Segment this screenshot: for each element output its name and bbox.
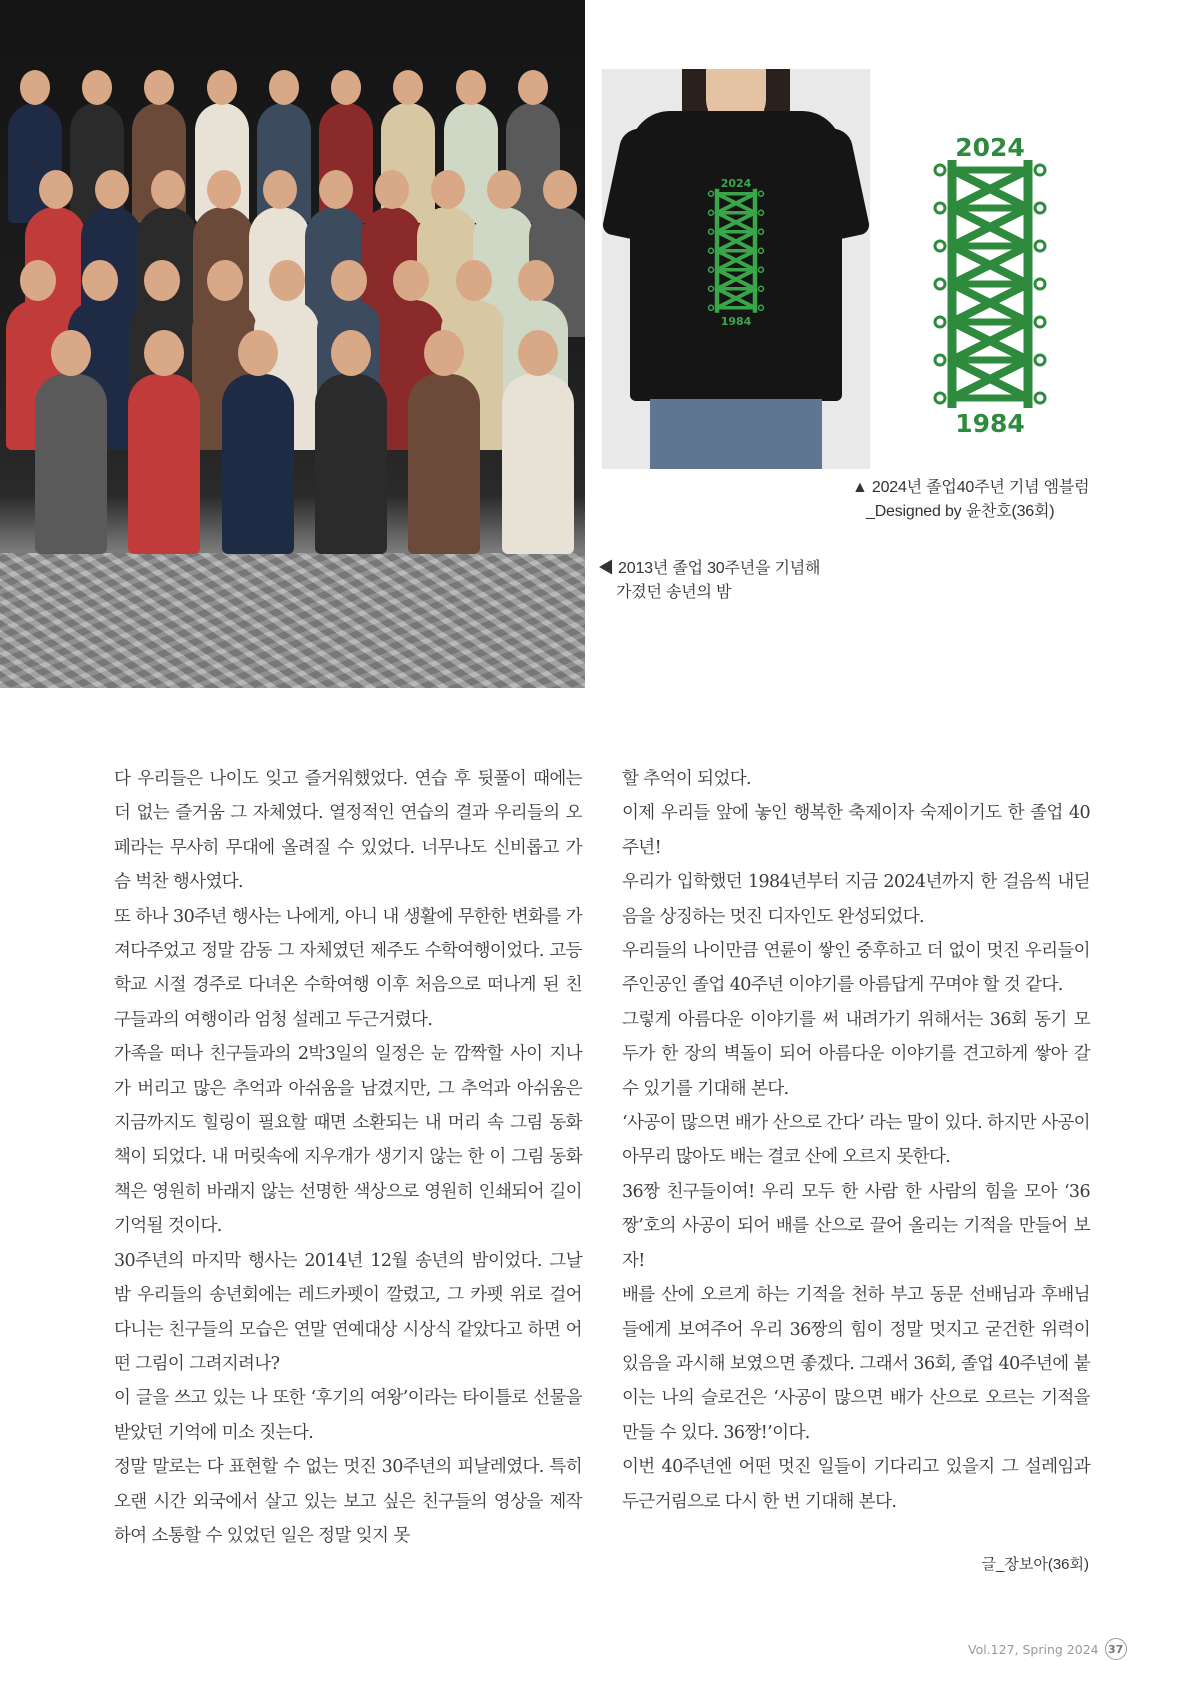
- emblem-caption-line1: ▲ 2024년 졸업40주년 기념 엠블럼: [852, 479, 1090, 496]
- emblem-caption-line2: _Designed by 윤찬호(36회): [866, 503, 1055, 520]
- tshirt-emblem-print: [706, 161, 766, 339]
- left-column: [114, 762, 582, 1553]
- paragraph: 이제 우리들 앞에 놓인 행복한 축제이자 숙제이기도 한 졸업 40주년!: [622, 803, 1090, 858]
- paragraph: 이번 40주년엔 어떤 멋진 일들이 기다리고 있을지 그 설레임과 두근거림으로 다시 한 번 기대해 본다.: [622, 1457, 1090, 1512]
- head: [95, 170, 129, 209]
- head: [518, 260, 554, 301]
- head: [144, 70, 174, 105]
- jeans: [650, 399, 822, 469]
- paragraph: 가족을 떠나 친구들과의 2박3일의 일정은 눈 깜짝할 사이 지나가 버리고 많은 추억과 아쉬움을 남겼지만, 그 추억과 아쉬움은 지금까지도 힐링이 필요할 때면 소환되는 내 머리 속 그림 동화책이 되었다. 내 머릿속에 지우개가 생기지 않는 한 이 그림 동화책은 영원히 바래지 않는 선명한 색상으로 영원히 인쇄되어 길이 기억될 것이다.: [114, 1044, 582, 1237]
- photo-caption-line2: 가졌던 송년의 밤: [616, 584, 732, 601]
- head: [331, 70, 361, 105]
- emblem-year-bottom: 1984: [955, 409, 1025, 435]
- head: [518, 70, 548, 105]
- page-footer: [968, 1637, 1127, 1661]
- page-number: 37: [1105, 1638, 1127, 1660]
- head: [269, 260, 305, 301]
- head: [207, 170, 241, 209]
- head: [20, 70, 50, 105]
- paragraph: 그렇게 아름다운 이야기를 써 내려가기 위해서는 36회 동기 모두가 한 장의 벽돌이 되어 아름다운 이야기를 견고하게 쌓아 갈 수 있기를 기대해 본다.: [622, 1009, 1090, 1099]
- torso: [502, 374, 574, 554]
- torso: [315, 374, 387, 554]
- paragraph: ‘사공이 많으면 배가 산으로 간다’ 라는 말이 있다. 하지만 사공이 아무리 많아도 배는 결코 산에 오르지 못한다.: [622, 1113, 1090, 1168]
- anniversary-emblem: [930, 130, 1050, 435]
- group-photo: [0, 0, 585, 688]
- patterned-floor: [0, 553, 585, 688]
- torso: [128, 374, 200, 554]
- paragraph: 정말 말로는 다 표현할 수 없는 멋진 30주년의 피날레였다. 특히 오랜 시간 외국에서 살고 있는 보고 싶은 친구들의 영상을 제작하여 소통할 수 있었던 일은 정말 잊지 못: [114, 1457, 582, 1546]
- head: [431, 170, 465, 209]
- head: [151, 170, 185, 209]
- head: [456, 260, 492, 301]
- head: [263, 170, 297, 209]
- head: [331, 330, 371, 376]
- head: [543, 170, 577, 209]
- photo-caption-line1: ◀ 2013년 졸업 30주년을 기념해: [598, 560, 821, 577]
- torso: [222, 374, 294, 554]
- right-column: [622, 762, 1090, 1519]
- head: [456, 70, 486, 105]
- paragraph: 이 글을 쓰고 있는 나 또한 ‘후기의 여왕’이라는 타이틀로 선물을 받았던 기억에 미소 짓는다.: [114, 1388, 582, 1443]
- head: [20, 260, 56, 301]
- head: [269, 70, 299, 105]
- head: [487, 170, 521, 209]
- svg-text:2024: 2024: [720, 176, 752, 190]
- emblem-caption: [852, 476, 1089, 524]
- head: [207, 70, 237, 105]
- photo-caption: [598, 557, 820, 605]
- head: [51, 330, 91, 376]
- paragraph: 다 우리들은 나이도 잊고 즐거워했었다. 연습 후 뒷풀이 때에는 더 없는 즐거움 그 자체였다. 열정적인 연습의 결과 우리들의 오페라는 무사히 무대에 올려질 수 있었다. 너무나도 신비롭고 가슴 벅찬 행사였다.: [114, 769, 582, 893]
- paragraph: 30주년의 마지막 행사는 2014년 12월 송년의 밤이었다. 그날 밤 우리들의 송년회에는 레드카펫이 깔렸고, 그 카펫 위로 걸어 다니는 친구들의 모습은 연말 연예대상 시상식 같았다고 하면 어떤 그림이 그려지려나?: [114, 1250, 582, 1374]
- head: [393, 70, 423, 105]
- paragraph: 36짱 친구들이여! 우리 모두 한 사람 한 사람의 힘을 모아 ‘36짱’호의 사공이 되어 배를 산으로 끌어 올리는 기적을 만들어 보자!: [622, 1181, 1090, 1271]
- torso: [35, 374, 107, 554]
- head: [39, 170, 73, 209]
- head: [319, 170, 353, 209]
- emblem-year-top: 2024: [955, 133, 1025, 162]
- shoelace-icon: [935, 160, 1045, 408]
- head: [238, 330, 278, 376]
- paragraph: 배를 산에 오르게 하는 기적을 천하 부고 동문 선배님과 후배님들에게 보여주어 우리 36짱의 힘이 정말 멋지고 굳건한 위력이 있음을 과시해 보였으면 좋겠다. 그래서 36회, 졸업 40주년에 붙이는 나의 슬로건은 ‘사공이 많으면 배가 산으로 오르는 기적을 만들 수 있다. 36짱!’이다.: [622, 1285, 1090, 1443]
- head: [207, 260, 243, 301]
- paragraph: 우리가 입학했던 1984년부터 지금 2024년까지 한 걸음씩 내딛음을 상징하는 멋진 디자인도 완성되었다.: [622, 872, 1090, 927]
- head: [82, 70, 112, 105]
- paragraph: 할 추억이 되었다.: [622, 769, 752, 789]
- paragraph: 또 하나 30주년 행사는 나에게, 아니 내 생활에 무한한 변화를 가져다주었고 정말 감동 그 자체였던 제주도 수학여행이었다. 고등학교 시절 경주로 다녀온 수학여행 이후 처음으로 떠나게 된 친구들과의 여행이라 엄청 설레고 두근거렸다.: [114, 906, 582, 1030]
- tshirt-photo: [602, 69, 870, 469]
- author-credit: 글_장보아(36회): [981, 1556, 1089, 1573]
- paragraph: 우리들의 나이만큼 연륜이 쌓인 중후하고 더 없이 멋진 우리들이 주인공인 졸업 40주년 이야기를 아름답게 꾸며야 할 것 같다.: [622, 941, 1090, 996]
- head: [375, 170, 409, 209]
- torso: [408, 374, 480, 554]
- issue-label: Vol.127, Spring 2024: [968, 1641, 1099, 1657]
- svg-text:1984: 1984: [720, 314, 752, 328]
- head: [518, 330, 558, 376]
